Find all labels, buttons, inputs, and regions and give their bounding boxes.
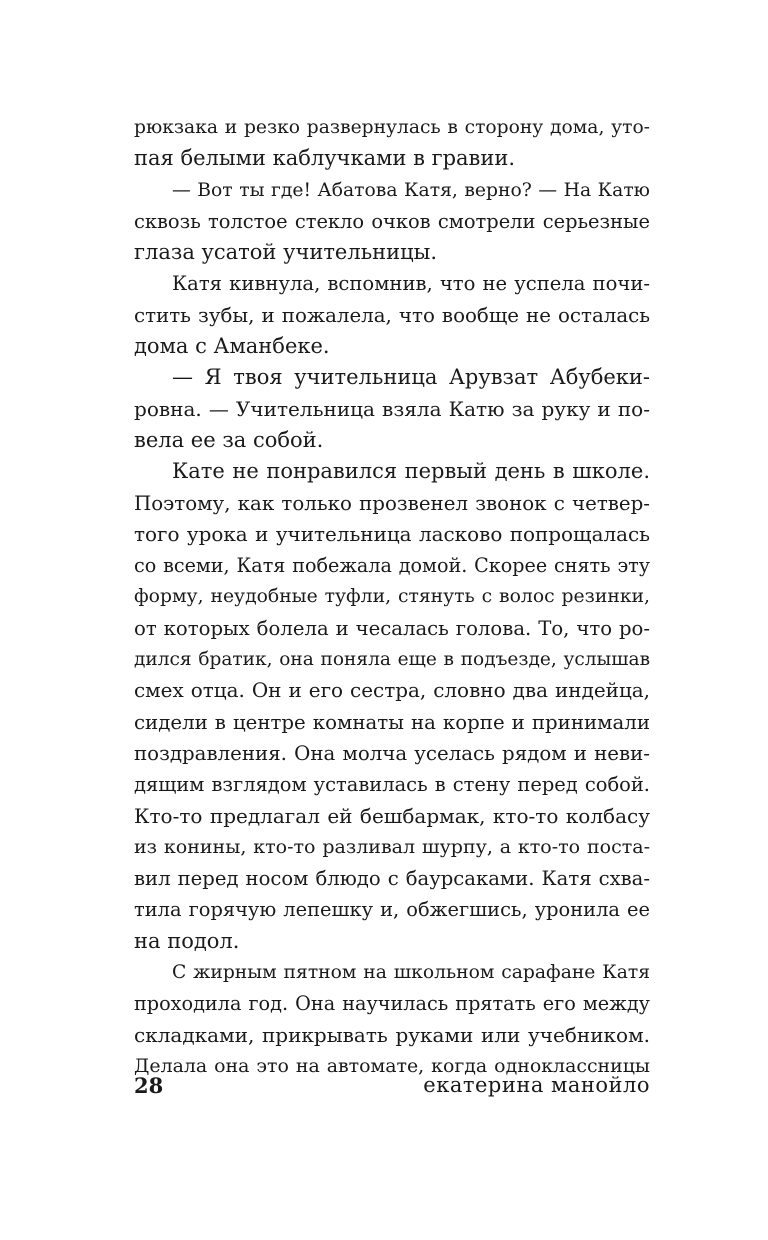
text-line: из конины, кто-то разливал шурпу, а кто-то поста- xyxy=(134,835,650,858)
text-line: глаза усатой учительницы. xyxy=(134,240,438,265)
text-line: С жирным пятном на школьном сарафане Катя xyxy=(172,962,650,984)
text-line: — Вот ты где! Абатова Катя, верно? — На Катю xyxy=(172,179,650,201)
text-line: пая белыми каблучками в гравии. xyxy=(134,146,516,171)
page-footer xyxy=(134,1073,650,1103)
text-line: Поэтому, как только прозвенел звонок с четвер- xyxy=(134,491,650,515)
text-line: рюкзака и резко развернулась в сторону дома, уто- xyxy=(134,117,650,138)
text-line: — Я твоя учительница Арувзат Абубеки- xyxy=(172,365,650,390)
text-line: сквозь толстое стекло очков смотрели серьезные xyxy=(134,209,650,233)
body-text xyxy=(134,112,650,1082)
text-line: поздравления. Она молча уселась рядом и неви- xyxy=(134,741,650,765)
text-line: от которых болела и чесалась голова. То, что ро- xyxy=(134,616,650,640)
text-line: Кто-то предлагал ей бешбармак, кто-то колбасу xyxy=(134,803,650,828)
text-line: Кате не понравился первый день в школе. xyxy=(172,459,650,484)
text-line: дящим взглядом уставилась в стену перед собой. xyxy=(134,773,650,797)
page-number: 28 xyxy=(134,1073,164,1098)
text-line: того урока и учительница ласково попрощалась xyxy=(134,522,650,546)
text-line: ровна. — Учительница взяла Катю за руку и по- xyxy=(134,396,650,421)
text-line: Катя кивнула, вспомнив, что не успела почи- xyxy=(172,272,650,296)
paragraph xyxy=(134,456,650,957)
paragraph xyxy=(134,175,650,269)
text-line: форму, неудобные туфли, стянуть с волос резинки, xyxy=(134,586,650,608)
paragraph xyxy=(134,957,650,1082)
running-footer-author: екатерина манойло xyxy=(423,1073,650,1097)
paragraph xyxy=(134,112,650,175)
text-line: сидели в центре комнаты на корпе и принимали xyxy=(134,710,650,734)
text-line: дился братик, она поняла еще в подъезде, услышав xyxy=(134,649,650,671)
text-line: вела ее за собой. xyxy=(134,427,324,452)
text-line: складками, прикрывать руками или учебником. xyxy=(134,1022,650,1047)
text-line: Делала она это на автомате, когда одноклассницы xyxy=(134,1054,650,1077)
text-line: дома с Аманбеке. xyxy=(134,334,330,359)
text-line: стить зубы, и пожалела, что вообще не осталась xyxy=(134,303,650,327)
text-line: проходила год. Она научилась прятать его между xyxy=(134,992,650,1016)
text-line: со всеми, Катя побежала домой. Скорее снять эту xyxy=(134,554,650,578)
text-line: смех отца. Он и его сестра, словно два индейца, xyxy=(134,678,650,703)
paragraph xyxy=(134,268,650,362)
text-line: вил перед носом блюдо с баурсаками. Катя схва- xyxy=(134,867,650,891)
paragraph xyxy=(134,362,650,456)
text-line: тила горячую лепешку и, обжегшись, уронила ее xyxy=(134,898,650,922)
text-line: на подол. xyxy=(134,928,240,953)
